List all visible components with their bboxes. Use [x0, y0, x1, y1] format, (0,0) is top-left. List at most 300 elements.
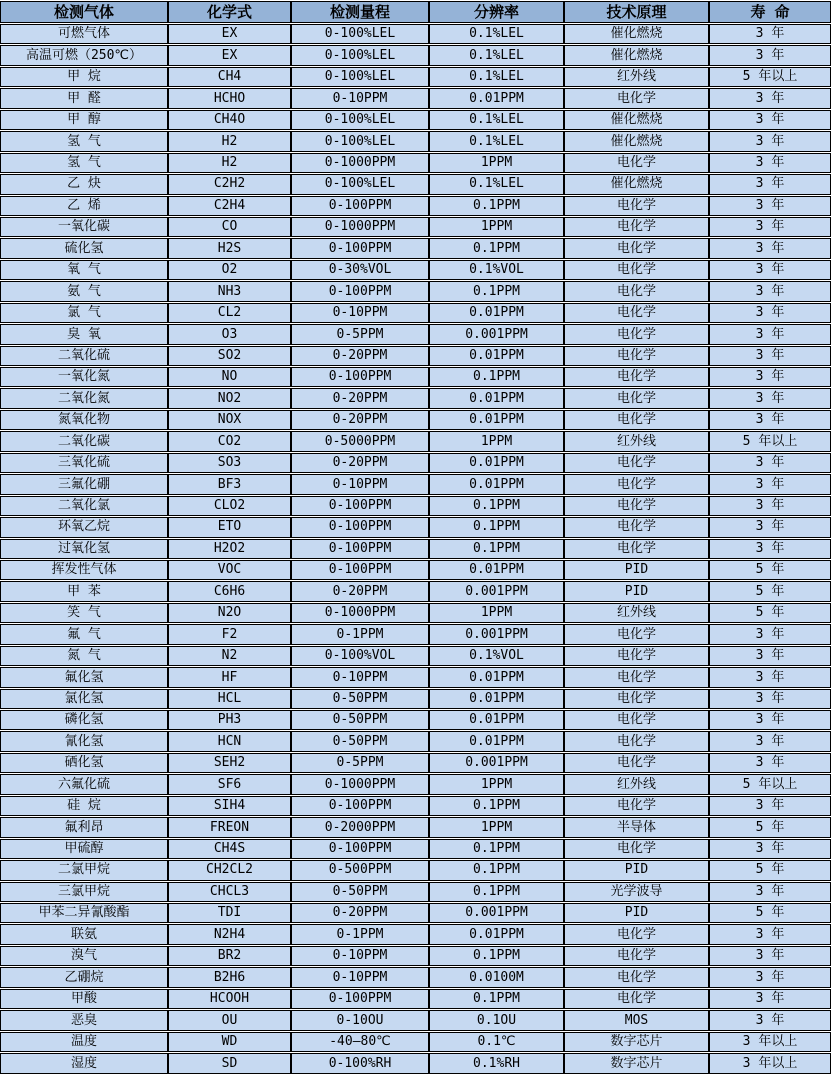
cell-formula: F2	[168, 624, 291, 644]
cell-resolution: 0.1%VOL	[429, 260, 564, 280]
table-body	[0, 24, 831, 1074]
cell-gas: 二氧化碳	[0, 431, 168, 451]
cell-principle: 电化学	[564, 946, 709, 966]
cell-resolution: 0.001PPM	[429, 624, 564, 644]
cell-resolution: 1PPM	[429, 217, 564, 237]
cell-resolution: 0.1PPM	[429, 860, 564, 880]
cell-gas: 氰化氢	[0, 731, 168, 751]
cell-lifespan: 3 年	[709, 110, 831, 130]
table-row	[0, 517, 831, 537]
cell-principle: 电化学	[564, 796, 709, 816]
cell-gas: 三氧化硫	[0, 453, 168, 473]
cell-lifespan: 3 年以上	[709, 1053, 831, 1074]
cell-range: 0-100PPM	[291, 989, 429, 1009]
cell-range: 0-50PPM	[291, 731, 429, 751]
table-row	[0, 45, 831, 65]
cell-lifespan: 3 年	[709, 367, 831, 387]
cell-formula: OU	[168, 1010, 291, 1030]
cell-range: 0-20PPM	[291, 453, 429, 473]
cell-gas: 乙硼烷	[0, 967, 168, 987]
cell-lifespan: 3 年	[709, 646, 831, 666]
cell-range: 0-1000PPM	[291, 774, 429, 794]
cell-range: 0-1000PPM	[291, 603, 429, 623]
cell-range: 0-100%LEL	[291, 67, 429, 87]
table-row	[0, 903, 831, 923]
cell-range: 0-10PPM	[291, 667, 429, 687]
cell-gas: 氟化氢	[0, 667, 168, 687]
cell-lifespan: 3 年	[709, 946, 831, 966]
cell-lifespan: 3 年	[709, 517, 831, 537]
table-row	[0, 303, 831, 323]
cell-formula: CH2CL2	[168, 860, 291, 880]
cell-lifespan: 3 年	[709, 131, 831, 151]
cell-gas: 三氯甲烷	[0, 882, 168, 902]
cell-lifespan: 3 年	[709, 731, 831, 751]
cell-resolution: 0.1PPM	[429, 196, 564, 216]
cell-gas: 氟利昂	[0, 817, 168, 837]
cell-gas: 甲酸	[0, 989, 168, 1009]
cell-formula: H2O2	[168, 539, 291, 559]
cell-resolution: 0.1%LEL	[429, 110, 564, 130]
cell-resolution: 1PPM	[429, 603, 564, 623]
cell-range: 0-100PPM	[291, 517, 429, 537]
cell-principle: PID	[564, 581, 709, 601]
cell-lifespan: 3 年	[709, 689, 831, 709]
cell-principle: 红外线	[564, 431, 709, 451]
cell-gas: 氧 气	[0, 260, 168, 280]
cell-principle: 电化学	[564, 281, 709, 301]
cell-lifespan: 3 年	[709, 474, 831, 494]
cell-formula: SD	[168, 1053, 291, 1074]
cell-range: -40—80℃	[291, 1032, 429, 1052]
cell-range: 0-100PPM	[291, 796, 429, 816]
cell-principle: 电化学	[564, 238, 709, 258]
cell-gas: 氮 气	[0, 646, 168, 666]
cell-gas: 氢 气	[0, 131, 168, 151]
cell-lifespan: 3 年	[709, 153, 831, 173]
cell-lifespan: 3 年	[709, 882, 831, 902]
cell-formula: VOC	[168, 560, 291, 580]
cell-formula: O3	[168, 324, 291, 344]
cell-formula: B2H6	[168, 967, 291, 987]
table-row	[0, 581, 831, 601]
cell-formula: HCOOH	[168, 989, 291, 1009]
cell-range: 0-20PPM	[291, 903, 429, 923]
cell-lifespan: 5 年以上	[709, 67, 831, 87]
cell-resolution: 0.1%RH	[429, 1053, 564, 1074]
cell-gas: 联氨	[0, 924, 168, 944]
cell-gas: 二氯甲烷	[0, 860, 168, 880]
cell-principle: 光学波导	[564, 882, 709, 902]
table-row	[0, 1053, 831, 1074]
table-row	[0, 1032, 831, 1052]
cell-lifespan: 5 年	[709, 581, 831, 601]
cell-formula: N2H4	[168, 924, 291, 944]
cell-range: 0-5PPM	[291, 324, 429, 344]
cell-range: 0-100%LEL	[291, 24, 429, 44]
table-row	[0, 196, 831, 216]
cell-range: 0-50PPM	[291, 882, 429, 902]
cell-formula: SEH2	[168, 753, 291, 773]
cell-range: 0-10PPM	[291, 967, 429, 987]
cell-gas: 乙 炔	[0, 174, 168, 194]
table-row	[0, 474, 831, 494]
cell-range: 0-50PPM	[291, 710, 429, 730]
cell-resolution: 0.1℃	[429, 1032, 564, 1052]
cell-resolution: 0.01PPM	[429, 346, 564, 366]
cell-gas: 氯 气	[0, 303, 168, 323]
cell-lifespan: 3 年	[709, 989, 831, 1009]
cell-resolution: 0.001PPM	[429, 324, 564, 344]
cell-gas: 可燃气体	[0, 24, 168, 44]
table-row	[0, 367, 831, 387]
cell-resolution: 0.1PPM	[429, 882, 564, 902]
cell-lifespan: 3 年	[709, 710, 831, 730]
cell-range: 0-1000PPM	[291, 153, 429, 173]
cell-gas: 臭 氧	[0, 324, 168, 344]
cell-resolution: 0.01PPM	[429, 667, 564, 687]
table-row	[0, 817, 831, 837]
cell-principle: 电化学	[564, 989, 709, 1009]
cell-principle: 红外线	[564, 603, 709, 623]
cell-principle: 半导体	[564, 817, 709, 837]
cell-formula: NO2	[168, 388, 291, 408]
cell-resolution: 0.1PPM	[429, 517, 564, 537]
cell-principle: 电化学	[564, 967, 709, 987]
table-row	[0, 753, 831, 773]
cell-principle: 催化燃烧	[564, 174, 709, 194]
cell-range: 0-2000PPM	[291, 817, 429, 837]
cell-range: 0-20PPM	[291, 581, 429, 601]
cell-range: 0-10PPM	[291, 946, 429, 966]
cell-resolution: 0.1PPM	[429, 281, 564, 301]
cell-formula: NO	[168, 367, 291, 387]
cell-formula: C6H6	[168, 581, 291, 601]
table-row	[0, 153, 831, 173]
cell-principle: MOS	[564, 1010, 709, 1030]
cell-range: 0-100%RH	[291, 1053, 429, 1074]
cell-lifespan: 3 年	[709, 324, 831, 344]
cell-lifespan: 3 年	[709, 796, 831, 816]
cell-range: 0-30%VOL	[291, 260, 429, 280]
table-row	[0, 110, 831, 130]
cell-principle: PID	[564, 860, 709, 880]
cell-formula: CO	[168, 217, 291, 237]
cell-resolution: 0.01PPM	[429, 474, 564, 494]
cell-formula: O2	[168, 260, 291, 280]
header-lifespan: 寿 命	[709, 1, 831, 23]
table-row	[0, 388, 831, 408]
cell-resolution: 0.01PPM	[429, 388, 564, 408]
cell-lifespan: 5 年	[709, 603, 831, 623]
table-row	[0, 431, 831, 451]
table-row	[0, 88, 831, 108]
cell-resolution: 0.1%LEL	[429, 45, 564, 65]
cell-gas: 氢 气	[0, 153, 168, 173]
cell-gas: 一氧化氮	[0, 367, 168, 387]
cell-lifespan: 3 年	[709, 924, 831, 944]
cell-formula: PH3	[168, 710, 291, 730]
cell-principle: 催化燃烧	[564, 45, 709, 65]
cell-lifespan: 3 年	[709, 281, 831, 301]
cell-range: 0-100PPM	[291, 281, 429, 301]
cell-lifespan: 3 年	[709, 303, 831, 323]
cell-gas: 高温可燃（250℃）	[0, 45, 168, 65]
cell-resolution: 0.01PPM	[429, 303, 564, 323]
cell-gas: 乙 烯	[0, 196, 168, 216]
cell-resolution: 0.1PPM	[429, 238, 564, 258]
cell-formula: H2S	[168, 238, 291, 258]
cell-resolution: 0.01PPM	[429, 710, 564, 730]
cell-principle: 红外线	[564, 67, 709, 87]
cell-resolution: 0.0100M	[429, 967, 564, 987]
cell-lifespan: 5 年	[709, 817, 831, 837]
cell-principle: 电化学	[564, 303, 709, 323]
cell-range: 0-100%LEL	[291, 45, 429, 65]
cell-formula: BF3	[168, 474, 291, 494]
table-row	[0, 560, 831, 580]
cell-resolution: 0.1PPM	[429, 839, 564, 859]
cell-range: 0-20PPM	[291, 410, 429, 430]
cell-gas: 甲硫醇	[0, 839, 168, 859]
cell-lifespan: 5 年以上	[709, 431, 831, 451]
header-gas: 检测气体	[0, 1, 168, 23]
cell-principle: 电化学	[564, 453, 709, 473]
cell-gas: 二氧化氮	[0, 388, 168, 408]
cell-principle: 电化学	[564, 260, 709, 280]
cell-principle: 催化燃烧	[564, 24, 709, 44]
cell-principle: 电化学	[564, 346, 709, 366]
cell-gas: 温度	[0, 1032, 168, 1052]
cell-principle: 电化学	[564, 624, 709, 644]
cell-formula: C2H4	[168, 196, 291, 216]
table-row	[0, 603, 831, 623]
cell-principle: 电化学	[564, 517, 709, 537]
cell-formula: HF	[168, 667, 291, 687]
cell-range: 0-10OU	[291, 1010, 429, 1030]
table-row	[0, 839, 831, 859]
cell-gas: 六氟化硫	[0, 774, 168, 794]
cell-principle: 电化学	[564, 410, 709, 430]
cell-formula: TDI	[168, 903, 291, 923]
cell-principle: 电化学	[564, 646, 709, 666]
table-row	[0, 796, 831, 816]
cell-formula: H2	[168, 153, 291, 173]
table-row	[0, 967, 831, 987]
cell-formula: CHCL3	[168, 882, 291, 902]
cell-principle: 电化学	[564, 324, 709, 344]
cell-lifespan: 3 年	[709, 839, 831, 859]
table-row	[0, 174, 831, 194]
table-row	[0, 24, 831, 44]
cell-formula: SO3	[168, 453, 291, 473]
cell-gas: 溴气	[0, 946, 168, 966]
cell-resolution: 0.1%VOL	[429, 646, 564, 666]
cell-gas: 三氟化硼	[0, 474, 168, 494]
table-header	[0, 1, 831, 23]
cell-range: 0-100PPM	[291, 196, 429, 216]
cell-resolution: 0.001PPM	[429, 581, 564, 601]
cell-range: 0-100%LEL	[291, 174, 429, 194]
cell-range: 0-5PPM	[291, 753, 429, 773]
cell-resolution: 1PPM	[429, 774, 564, 794]
cell-lifespan: 5 年	[709, 560, 831, 580]
cell-principle: 电化学	[564, 924, 709, 944]
cell-resolution: 0.001PPM	[429, 753, 564, 773]
cell-resolution: 0.1OU	[429, 1010, 564, 1030]
cell-gas: 湿度	[0, 1053, 168, 1074]
cell-resolution: 0.1%LEL	[429, 174, 564, 194]
cell-principle: 电化学	[564, 839, 709, 859]
cell-formula: SIH4	[168, 796, 291, 816]
cell-lifespan: 5 年	[709, 860, 831, 880]
cell-lifespan: 3 年	[709, 1010, 831, 1030]
cell-range: 0-20PPM	[291, 346, 429, 366]
table-row	[0, 860, 831, 880]
cell-lifespan: 3 年	[709, 453, 831, 473]
cell-gas: 氟 气	[0, 624, 168, 644]
cell-resolution: 0.01PPM	[429, 453, 564, 473]
cell-formula: NH3	[168, 281, 291, 301]
cell-formula: CL2	[168, 303, 291, 323]
cell-resolution: 0.001PPM	[429, 903, 564, 923]
cell-formula: CH4S	[168, 839, 291, 859]
cell-gas: 硒化氢	[0, 753, 168, 773]
cell-resolution: 0.1PPM	[429, 989, 564, 1009]
cell-lifespan: 5 年	[709, 903, 831, 923]
table-row	[0, 346, 831, 366]
cell-range: 0-100PPM	[291, 238, 429, 258]
cell-resolution: 1PPM	[429, 817, 564, 837]
cell-formula: HCL	[168, 689, 291, 709]
cell-resolution: 0.01PPM	[429, 689, 564, 709]
cell-lifespan: 3 年	[709, 539, 831, 559]
cell-formula: N2O	[168, 603, 291, 623]
cell-formula: WD	[168, 1032, 291, 1052]
cell-formula: SO2	[168, 346, 291, 366]
cell-range: 0-500PPM	[291, 860, 429, 880]
cell-gas: 磷化氢	[0, 710, 168, 730]
cell-lifespan: 3 年	[709, 667, 831, 687]
cell-formula: BR2	[168, 946, 291, 966]
cell-gas: 一氧化碳	[0, 217, 168, 237]
table-row	[0, 260, 831, 280]
table-row	[0, 539, 831, 559]
cell-principle: 电化学	[564, 667, 709, 687]
table-row	[0, 496, 831, 516]
cell-principle: 电化学	[564, 367, 709, 387]
table-row	[0, 410, 831, 430]
cell-gas: 氨 气	[0, 281, 168, 301]
cell-resolution: 0.1%LEL	[429, 131, 564, 151]
table-row	[0, 774, 831, 794]
cell-formula: EX	[168, 24, 291, 44]
cell-gas: 二氧化硫	[0, 346, 168, 366]
cell-lifespan: 3 年	[709, 967, 831, 987]
cell-principle: 电化学	[564, 731, 709, 751]
table-row	[0, 924, 831, 944]
cell-range: 0-100PPM	[291, 367, 429, 387]
cell-lifespan: 3 年	[709, 174, 831, 194]
table-row	[0, 217, 831, 237]
cell-resolution: 0.01PPM	[429, 924, 564, 944]
cell-gas: 甲 苯	[0, 581, 168, 601]
cell-resolution: 1PPM	[429, 431, 564, 451]
cell-resolution: 0.01PPM	[429, 88, 564, 108]
header-resolution: 分辨率	[429, 1, 564, 23]
cell-lifespan: 3 年	[709, 24, 831, 44]
cell-lifespan: 3 年	[709, 88, 831, 108]
cell-lifespan: 3 年	[709, 196, 831, 216]
cell-formula: C2H2	[168, 174, 291, 194]
cell-formula: SF6	[168, 774, 291, 794]
cell-lifespan: 3 年以上	[709, 1032, 831, 1052]
cell-principle: 电化学	[564, 474, 709, 494]
cell-range: 0-100PPM	[291, 839, 429, 859]
cell-formula: EX	[168, 45, 291, 65]
table-row	[0, 624, 831, 644]
cell-range: 0-10PPM	[291, 474, 429, 494]
cell-range: 0-100%LEL	[291, 131, 429, 151]
table-row	[0, 67, 831, 87]
table-row	[0, 646, 831, 666]
cell-principle: 电化学	[564, 710, 709, 730]
cell-resolution: 0.1PPM	[429, 946, 564, 966]
cell-resolution: 0.01PPM	[429, 560, 564, 580]
cell-formula: ETO	[168, 517, 291, 537]
table-row	[0, 689, 831, 709]
cell-range: 0-100PPM	[291, 539, 429, 559]
cell-range: 0-1000PPM	[291, 217, 429, 237]
cell-formula: CH4O	[168, 110, 291, 130]
cell-principle: 电化学	[564, 689, 709, 709]
cell-principle: 电化学	[564, 539, 709, 559]
cell-resolution: 0.1PPM	[429, 496, 564, 516]
header-row	[0, 1, 831, 23]
table-row	[0, 131, 831, 151]
cell-gas: 笑 气	[0, 603, 168, 623]
cell-formula: CH4	[168, 67, 291, 87]
table-row	[0, 989, 831, 1009]
cell-range: 0-20PPM	[291, 388, 429, 408]
cell-gas: 硅 烷	[0, 796, 168, 816]
cell-gas: 氯化氢	[0, 689, 168, 709]
cell-principle: 数字芯片	[564, 1032, 709, 1052]
header-principle: 技术原理	[564, 1, 709, 23]
cell-formula: CLO2	[168, 496, 291, 516]
cell-formula: HCHO	[168, 88, 291, 108]
table-row	[0, 667, 831, 687]
cell-range: 0-10PPM	[291, 303, 429, 323]
cell-gas: 过氧化氢	[0, 539, 168, 559]
cell-gas: 甲 烷	[0, 67, 168, 87]
cell-lifespan: 3 年	[709, 217, 831, 237]
cell-principle: 数字芯片	[564, 1053, 709, 1074]
cell-range: 0-50PPM	[291, 689, 429, 709]
cell-lifespan: 3 年	[709, 388, 831, 408]
cell-range: 0-100%LEL	[291, 110, 429, 130]
cell-gas: 氮氧化物	[0, 410, 168, 430]
cell-resolution: 0.1PPM	[429, 367, 564, 387]
cell-principle: 电化学	[564, 388, 709, 408]
cell-resolution: 1PPM	[429, 153, 564, 173]
table-row	[0, 710, 831, 730]
cell-resolution: 0.1PPM	[429, 539, 564, 559]
cell-gas: 甲 醛	[0, 88, 168, 108]
cell-range: 0-1PPM	[291, 924, 429, 944]
table-row	[0, 882, 831, 902]
cell-lifespan: 3 年	[709, 496, 831, 516]
